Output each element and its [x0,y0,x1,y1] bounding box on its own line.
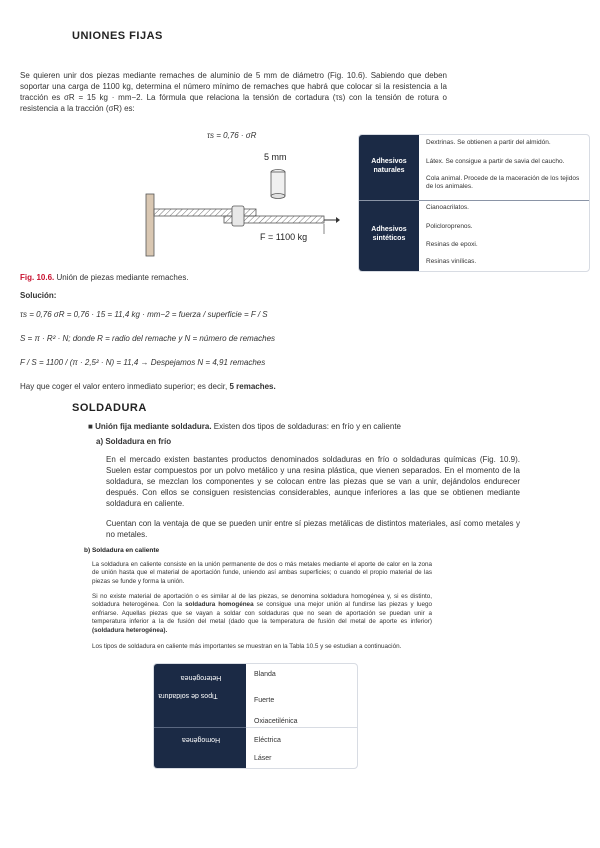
solution-eq1: τs = 0,76 σR = 0,76 · 15 = 11,4 kg · mm−2 = fuerza / superficie = F / S [20,310,268,319]
subheading-caliente: b) Soldadura en caliente [84,547,160,554]
group-homogenea: Homogénea [181,736,221,743]
paragraph-frio-1: En el mercado existen bastantes productos denominados soldaduras en frío o soldaduras químicas (Fig. 10.9). Suelen estar compuestos por un polvo metálico y una resina plástica, que vienen separados. En el momento de la soldadura, se mezclan los componentes y se colocan entre las piezas que se van a unir, dejándolos endurecer después. Con ellos se consiguen resistencias considerables, aunque inferiores a las que se obtienen mediante soldadura en caliente. [106,455,520,508]
paragraph-caliente-3: Los tipos de soldadura en caliente más importantes se muestran en la Tabla 10.5 y se estudian a continuación. [92,643,402,650]
welding-types-table [153,663,358,769]
adhesives-table [358,134,590,272]
solution-label: Solución: [20,291,57,300]
group-heterogenea: Heterogénea [180,674,222,681]
adhesives-synthetic-header: Adhesivos sintéticos [371,226,407,242]
adhesive-item: Cianoacrilatos. [426,204,469,211]
welding-item: Eléctrica [254,737,281,744]
bullet-icon: ■ [88,422,93,431]
adhesive-item: Policloroprenos. [426,223,473,230]
rivet-diagram [130,148,340,266]
figure-caption [20,272,189,283]
welding-table-header: Tipos de soldadura [158,692,218,699]
welding-item: Blanda [254,671,276,678]
solution-conclusion: Hay que coger el valor entero inmediato superior; es decir, 5 remaches. [20,382,276,391]
solution-eq2: S = π · R² · N; donde R = radio del remache y N = número de remaches [20,334,276,343]
paragraph-frio-2: Cuentan con la ventaja de que se pueden unir entre sí piezas metálicas de distintos materiales, así como metales y no metales. [106,519,520,539]
soldadura-bullet: ■ Unión fija mediante soldadura. Existen dos tipos de soldaduras: en frío y en caliente [88,422,402,431]
adhesive-item: Resinas vinílicas. [426,258,477,265]
adhesives-natural-header: Adhesivos naturales [371,158,407,174]
subheading-frio: a) Soldadura en frío [96,437,172,446]
welding-item: Láser [254,755,272,762]
welding-item: Oxiacetilénica [254,718,298,725]
page-title: UNIONES FIJAS [72,30,163,42]
adhesive-item: Resinas de epoxi. [426,241,478,248]
paragraph-caliente-2: Si no existe material de aportación o es similar al de las piezas, se denomina soldadura homogénea y, si es distinto, soldadura heterogénea. Con la soldadura homogénea se consigue una mejor unión al fundirse las piezas y luego enfriarse. Aquellas piezas que se vayan a soldar con soldaduras que no sean de aportación se puedan unir a temperatura inferior a la de fusión del metal (dado que la temperatura de fusión del metal de aporte es inferior) (soldadura heterogénea). [92,593,432,634]
rivet-installed [232,206,244,226]
caption-text: Unión de piezas mediante remaches. [56,273,189,282]
adhesive-item: Cola animal. Procede de la maceración de los tejidos de los animales. [426,175,580,190]
label-diameter: 5 mm [264,152,287,162]
paragraph-caliente-1: La soldadura en caliente consiste en la unión permanente de dos o más metales mediante el aporte de calor en la zona de unión hasta que el material de aportación funde, uniendo así ambas superficies; o cuando el propio material de las piezas se funde y forma la unión. [92,561,432,585]
solution-eq3: F / S = 1100 / (π · 2,5² · N) = 11,4 → Despejamos N = 4,91 remaches [20,358,266,367]
wall [146,194,154,256]
label-force: F = 1100 kg [260,232,308,242]
adhesive-item: Látex. Se consigue a partir de savia del caucho. [426,158,565,165]
adhesive-item: Dextrinas. Se obtienen a partir del almidón. [426,139,551,146]
formula-shear: τs = 0,76 · σR [207,131,257,140]
welding-item: Fuerte [254,697,275,704]
section-title-soldadura: SOLDADURA [72,402,147,414]
adhesives-header-col [359,135,419,271]
rivet-loose [271,172,285,196]
intro-paragraph: Se quieren unir dos piezas mediante remaches de aluminio de 5 mm de diámetro (Fig. 10.6). Sabiendo que deben soportar una carga de 1100 kg, determina el número mínimo de remaches que habrá que colocar si la resistencia a la tracción es σR = 15 kg · mm−2. La fórmula que relaciona la tensión de cortadura (τs) con la tensión de rotura o resistencia a la tracción (σR) es: [20,71,447,113]
rivet-figure [130,148,340,266]
caption-number: Fig. 10.6. [20,273,55,282]
